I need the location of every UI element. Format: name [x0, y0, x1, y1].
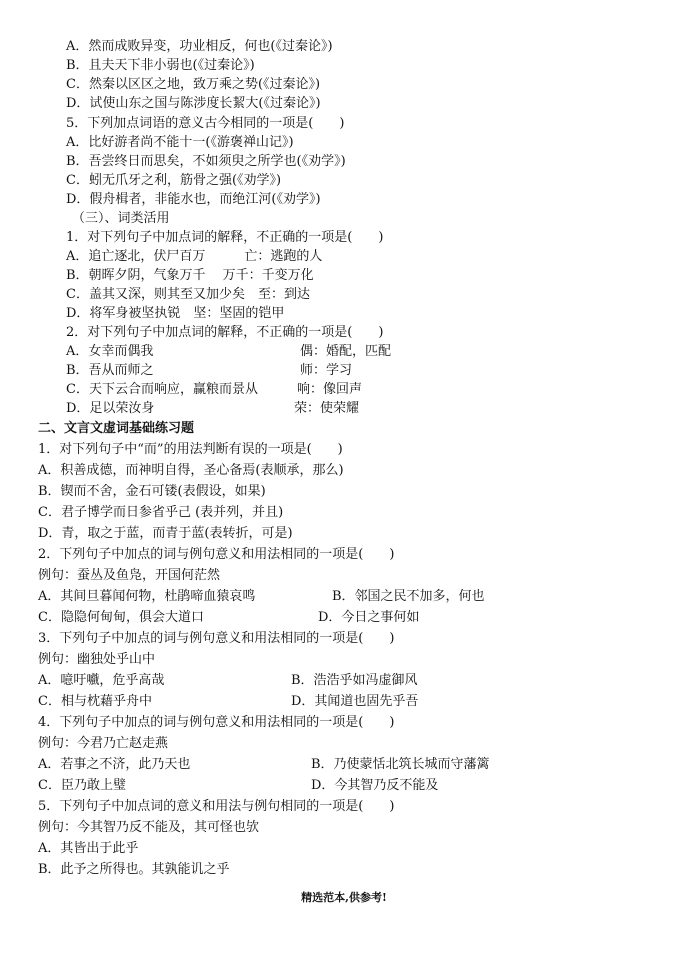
option-right: 响：像回声 — [297, 382, 363, 397]
option-d: D．其闻道也固先乎吾 — [291, 694, 419, 709]
question-stem: 2．下列句子中加点的词与例句意义和用法相同的一项是( ) — [38, 547, 395, 562]
text-line: C．君子博学而日参省乎己 (表并列，并且) — [38, 505, 284, 520]
text-line: A．比好游者尚不能十一(《游褒禅山记》) — [66, 135, 294, 150]
option-left: D．足以荣汝身 — [66, 401, 155, 416]
option-c: C．隐隐何甸甸，俱会大道口 — [38, 610, 204, 625]
option-a: A．其皆出于此乎 — [38, 841, 139, 856]
text-line: D．将军身被坚执锐 坚：坚固的铠甲 — [66, 306, 285, 321]
option-a: A．其间旦暮闻何物，杜鹃啼血猿哀鸣 — [38, 589, 256, 604]
example-sentence: 例句：幽独处乎山中 — [38, 652, 156, 667]
option-right: 师：学习 — [300, 363, 353, 378]
example-sentence: 例句：今君乃亡赵走燕 — [38, 736, 169, 751]
page-footer: 精选范本,供参考! — [301, 891, 387, 904]
option-b: B．此予之所得也。其孰能讥之乎 — [38, 862, 230, 877]
question-stem: 1．对下列句子中“而”的用法判断有误的一项是( ) — [38, 442, 343, 457]
option-right: 偶：婚配，匹配 — [300, 344, 392, 359]
text-line: B．锲而不舍，金石可镂(表假设，如果) — [38, 484, 266, 499]
option-d: D．今日之事何如 — [318, 610, 420, 625]
text-line: C．蚓无爪牙之利，筋骨之强(《劝学》) — [66, 173, 282, 188]
question-stem: 3．下列句子中加点的词与例句意义和用法相同的一项是( ) — [38, 631, 395, 646]
example-sentence: 例句：蚕丛及鱼凫，开国何茫然 — [38, 568, 221, 583]
option-right: 荣：使荣耀 — [294, 401, 360, 416]
text-line: A．追亡逐北，伏尸百万 亡：逃跑的人 — [66, 249, 323, 264]
text-line: B．吾尝终日而思矣，不如须臾之所学也(《劝学》) — [66, 154, 346, 169]
option-b: B．乃使蒙恬北筑长城而守藩篱 — [311, 757, 490, 772]
text-line: C．盖其又深，则其至又加少矣 至：到达 — [66, 287, 310, 302]
section-heading: 二、文言文虚词基础练习题 — [38, 421, 195, 436]
text-line: A．积善成德，而神明自得，圣心备焉(表顺承，那么) — [38, 463, 344, 478]
option-left: A．女幸而偶我 — [66, 344, 154, 359]
option-left: B．吾从而师之 — [66, 363, 154, 378]
option-b: B．邻国之民不加多，何也 — [332, 589, 485, 604]
question-stem: 2．对下列句子中加点词的解释，不正确的一项是( ) — [66, 325, 384, 340]
text-line: D．青，取之于蓝，而青于蓝(表转折，可是) — [38, 526, 293, 541]
option-b: B．浩浩乎如冯虚御风 — [291, 673, 418, 688]
option-c: C．相与枕藉乎舟中 — [38, 694, 152, 709]
option-a: A．噫吁嚱，危乎高哉 — [38, 673, 165, 688]
option-left: C．天下云合而响应，赢粮而景从 — [66, 382, 258, 397]
example-sentence: 例句：今其智乃反不能及，其可怪也欤 — [38, 820, 260, 835]
question-stem: 1．对下列句子中加点词的解释，不正确的一项是( ) — [66, 230, 384, 245]
option-d: D．今其智乃反不能及 — [311, 778, 439, 793]
option-c: C．臣乃敢上璧 — [38, 778, 126, 793]
text-line: B．且夫天下非小弱也(《过秦论》) — [66, 58, 255, 73]
question-stem: 5．下列加点词语的意义古今相同的一项是( ) — [66, 116, 345, 131]
text-line: D．假舟楫者，非能水也，而绝江河(《劝学》) — [66, 192, 321, 207]
text-line: D．试使山东之国与陈涉度长絜大(《过秦论》) — [66, 96, 321, 111]
option-a: A．若事之不济，此乃天也 — [38, 757, 191, 772]
question-stem: 4．下列句子中加点的词与例句意义和用法相同的一项是( ) — [38, 715, 395, 730]
subsection-heading: （三）、词类活用 — [72, 211, 170, 226]
question-stem: 5．下列句子中加点词的意义和用法与例句相同的一项是( ) — [38, 799, 395, 814]
text-line: C．然秦以区区之地，致万乘之势(《过秦论》) — [66, 77, 321, 92]
text-line: A．然而成败异变，功业相反，何也(《过秦论》) — [66, 39, 333, 54]
text-line: B．朝晖夕阴，气象万千 万千：千变万化 — [66, 268, 314, 283]
